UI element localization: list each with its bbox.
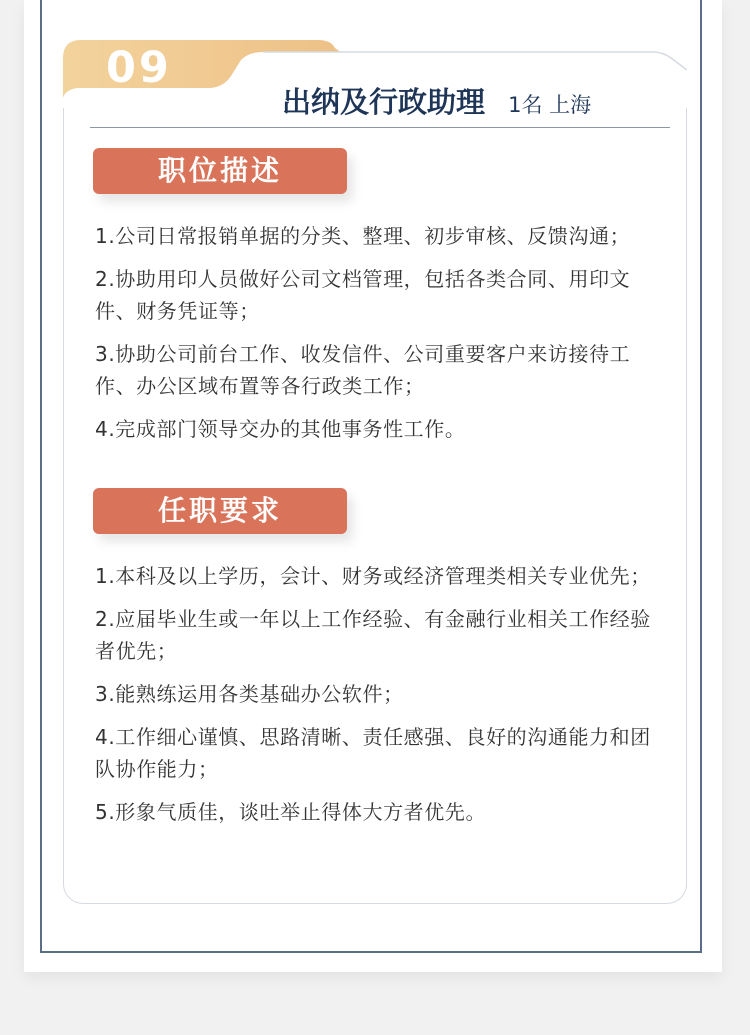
- section-heading-description: 职位描述: [93, 148, 347, 194]
- title-divider: [90, 127, 670, 128]
- list-item: 4.工作细心谨慎、思路清晰、责任感强、良好的沟通能力和团队协作能力；: [95, 725, 651, 781]
- list-item: 1.公司日常报销单据的分类、整理、初步审核、反馈沟通；: [95, 224, 631, 248]
- list-item: 3.能熟练运用各类基础办公软件；: [95, 682, 404, 706]
- job-number: 09: [106, 43, 172, 93]
- title-row: [282, 80, 591, 120]
- list-item: 4.完成部门领导交办的其他事务性工作。: [95, 417, 466, 441]
- list-item: 2.协助用印人员做好公司文档管理，包括各类合同、用印文件、财务凭证等；: [95, 267, 631, 323]
- requirements-list: [95, 560, 665, 839]
- list-item: 3.协助公司前台工作、收发信件、公司重要客户来访接待工作、办公区域布置等各行政类工作；: [95, 342, 631, 398]
- job-title: 出纳及行政助理: [282, 85, 486, 119]
- job-meta: 1名 上海: [508, 93, 592, 117]
- list-item: 1.本科及以上学历，会计、财务或经济管理类相关专业优先；: [95, 564, 651, 588]
- list-item: 2.应届毕业生或一年以上工作经验、有金融行业相关工作经验者优先；: [95, 607, 651, 663]
- section-heading-requirements: 任职要求: [93, 488, 347, 534]
- list-item: 5.形象气质佳，谈吐举止得体大方者优先。: [95, 800, 487, 824]
- description-list: [95, 220, 665, 456]
